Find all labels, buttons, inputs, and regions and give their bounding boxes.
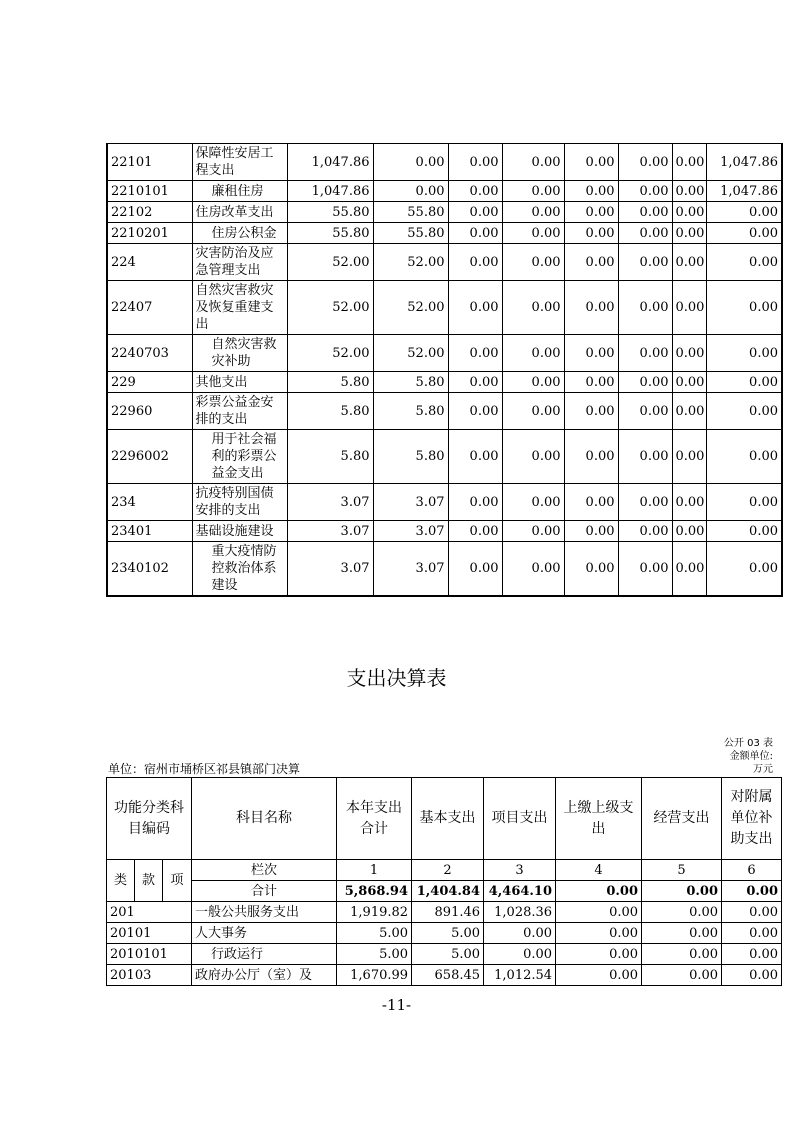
table-row [107, 542, 782, 596]
amount-cell: 0.00 [564, 181, 618, 202]
amount-cell: 0.00 [618, 521, 672, 542]
amount-cell: 3.07 [373, 521, 448, 542]
subject-name: 住房公积金 [192, 223, 287, 244]
header-subsidy: 对附属单位补助支出 [722, 778, 782, 860]
header-basic: 基本支出 [412, 778, 484, 860]
table-row [107, 244, 782, 281]
header-code: 功能分类科目编码 [107, 778, 192, 860]
column-number-row [107, 860, 782, 881]
subject-code: 22407 [107, 281, 192, 335]
amount-cell: 0.00 [502, 484, 564, 521]
total-value: 0.00 [642, 881, 722, 902]
table-row [107, 923, 782, 944]
amount-cell: 0.00 [564, 521, 618, 542]
table-row [107, 430, 782, 484]
subject-code: 2210201 [107, 223, 192, 244]
amount-unit-label: 金额单位: [729, 751, 773, 762]
amount-cell: 0.00 [502, 202, 564, 223]
header-row [107, 778, 782, 860]
amount-cell: 55.80 [287, 223, 373, 244]
amount-cell: 0.00 [706, 202, 782, 223]
amount-cell: 0.00 [564, 335, 618, 372]
table-row [107, 144, 782, 181]
column-number: 1 [337, 860, 412, 881]
subject-name: 抗疫特别国债安排的支出 [192, 484, 287, 521]
amount-cell: 3.07 [287, 542, 373, 596]
amount-cell: 3.07 [287, 521, 373, 542]
amount-cell: 1,012.54 [484, 965, 556, 986]
amount-cell: 5.00 [412, 923, 484, 944]
table-row [107, 181, 782, 202]
amount-cell: 0.00 [706, 430, 782, 484]
amount-cell: 0.00 [502, 223, 564, 244]
amount-cell: 0.00 [706, 244, 782, 281]
amount-cell: 0.00 [564, 223, 618, 244]
amount-cell: 5.80 [287, 430, 373, 484]
amount-cell: 0.00 [502, 372, 564, 393]
amount-cell: 3.07 [373, 484, 448, 521]
amount-cell: 0.00 [448, 542, 502, 596]
amount-cell: 0.00 [672, 484, 706, 521]
amount-cell: 0.00 [672, 223, 706, 244]
amount-cell: 658.45 [412, 965, 484, 986]
amount-cell: 0.00 [618, 181, 672, 202]
amount-cell: 0.00 [706, 521, 782, 542]
amount-cell: 0.00 [373, 181, 448, 202]
amount-cell: 0.00 [556, 944, 642, 965]
amount-cell: 52.00 [373, 281, 448, 335]
amount-cell: 1,047.86 [287, 181, 373, 202]
amount-cell: 5.00 [412, 944, 484, 965]
amount-cell: 0.00 [564, 144, 618, 181]
subject-code: 2210101 [107, 181, 192, 202]
total-value: 1,404.84 [412, 881, 484, 902]
subject-code: 2010101 [107, 944, 192, 965]
header-upper: 上缴上级支出 [556, 778, 642, 860]
expenditure-table [106, 777, 782, 986]
amount-cell: 0.00 [706, 393, 782, 430]
amount-cell: 0.00 [706, 484, 782, 521]
amount-cell: 0.00 [618, 484, 672, 521]
amount-cell: 0.00 [706, 372, 782, 393]
amount-cell: 1,919.82 [337, 902, 412, 923]
amount-cell: 0.00 [564, 372, 618, 393]
amount-cell: 0.00 [722, 902, 782, 923]
subject-name: 人大事务 [192, 923, 337, 944]
subject-name: 重大疫情防控救治体系建设 [192, 542, 287, 596]
amount-cell: 0.00 [448, 281, 502, 335]
amount-cell: 0.00 [672, 542, 706, 596]
amount-cell: 0.00 [556, 965, 642, 986]
total-value: 0.00 [722, 881, 782, 902]
amount-cell: 0.00 [618, 144, 672, 181]
amount-cell: 0.00 [502, 281, 564, 335]
amount-cell: 0.00 [502, 335, 564, 372]
amount-cell: 55.80 [373, 223, 448, 244]
subject-code: 234 [107, 484, 192, 521]
header-xiang: 项 [163, 860, 192, 902]
subject-code: 22960 [107, 393, 192, 430]
amount-cell: 0.00 [448, 484, 502, 521]
amount-cell: 5.80 [287, 372, 373, 393]
amount-cell: 0.00 [448, 430, 502, 484]
table-row [107, 281, 782, 335]
header-kuan: 款 [135, 860, 163, 902]
subject-name: 廉租住房 [192, 181, 287, 202]
subject-name: 彩票公益金安排的支出 [192, 393, 287, 430]
subject-code: 20103 [107, 965, 192, 986]
subject-name: 住房改革支出 [192, 202, 287, 223]
amount-cell: 55.80 [373, 202, 448, 223]
amount-cell: 52.00 [373, 244, 448, 281]
table-row [107, 965, 782, 986]
amount-cell: 3.07 [287, 484, 373, 521]
amount-unit-value: 万元 [753, 764, 773, 775]
table-row [107, 393, 782, 430]
amount-cell: 1,047.86 [287, 144, 373, 181]
amount-cell: 0.00 [618, 372, 672, 393]
amount-cell: 0.00 [706, 281, 782, 335]
header-total: 本年支出合计 [337, 778, 412, 860]
subject-code: 22101 [107, 144, 192, 181]
amount-cell: 0.00 [672, 244, 706, 281]
amount-cell: 0.00 [564, 244, 618, 281]
amount-cell: 0.00 [556, 902, 642, 923]
amount-cell: 0.00 [448, 393, 502, 430]
amount-cell: 0.00 [502, 181, 564, 202]
amount-cell: 0.00 [564, 542, 618, 596]
subject-name: 保障性安居工程支出 [192, 144, 287, 181]
amount-cell: 1,047.86 [706, 181, 782, 202]
subject-name: 基础设施建设 [192, 521, 287, 542]
amount-cell: 55.80 [287, 202, 373, 223]
subject-name: 其他支出 [192, 372, 287, 393]
form-number: 公开 03 表 [723, 738, 773, 749]
amount-cell: 0.00 [564, 281, 618, 335]
column-number: 2 [412, 860, 484, 881]
amount-cell: 0.00 [564, 430, 618, 484]
amount-cell: 0.00 [618, 542, 672, 596]
amount-cell: 0.00 [672, 281, 706, 335]
amount-cell: 3.07 [373, 542, 448, 596]
amount-cell: 0.00 [672, 393, 706, 430]
amount-cell: 0.00 [448, 223, 502, 244]
amount-cell: 0.00 [618, 244, 672, 281]
total-row [107, 881, 782, 902]
amount-cell: 0.00 [672, 521, 706, 542]
total-value: 4,464.10 [484, 881, 556, 902]
amount-cell: 0.00 [706, 335, 782, 372]
amount-cell: 0.00 [642, 944, 722, 965]
amount-cell: 0.00 [672, 181, 706, 202]
subject-name: 灾害防治及应急管理支出 [192, 244, 287, 281]
amount-cell: 0.00 [722, 944, 782, 965]
amount-cell: 0.00 [722, 923, 782, 944]
amount-cell: 0.00 [448, 202, 502, 223]
amount-cell: 0.00 [556, 923, 642, 944]
amount-cell: 0.00 [642, 965, 722, 986]
header-project: 项目支出 [484, 778, 556, 860]
subject-code: 2296002 [107, 430, 192, 484]
amount-cell: 0.00 [448, 521, 502, 542]
amount-cell: 0.00 [672, 335, 706, 372]
amount-cell: 0.00 [642, 902, 722, 923]
total-label: 合计 [192, 881, 337, 902]
table-row [107, 223, 782, 244]
subject-name: 自然灾害救灾及恢复重建支出 [192, 281, 287, 335]
amount-cell: 0.00 [564, 202, 618, 223]
page-number: -11- [381, 996, 412, 1014]
subject-name: 一般公共服务支出 [192, 902, 337, 923]
subject-name: 自然灾害救灾补助 [192, 335, 287, 372]
subject-code: 23401 [107, 521, 192, 542]
total-value: 0.00 [556, 881, 642, 902]
header-name: 科目名称 [192, 778, 337, 860]
amount-cell: 52.00 [373, 335, 448, 372]
column-number: 6 [722, 860, 782, 881]
subject-code: 22102 [107, 202, 192, 223]
amount-cell: 52.00 [287, 244, 373, 281]
subject-code: 2240703 [107, 335, 192, 372]
subject-name: 用于社会福利的彩票公益金支出 [192, 430, 287, 484]
table-row [107, 484, 782, 521]
amount-cell: 0.00 [618, 430, 672, 484]
amount-cell: 5.80 [373, 372, 448, 393]
amount-cell: 1,047.86 [706, 144, 782, 181]
amount-cell: 0.00 [502, 244, 564, 281]
subject-name: 行政运行 [192, 944, 337, 965]
column-number: 5 [642, 860, 722, 881]
amount-cell: 0.00 [502, 144, 564, 181]
amount-cell: 0.00 [706, 223, 782, 244]
table-row [107, 372, 782, 393]
amount-cell: 0.00 [448, 244, 502, 281]
amount-cell: 0.00 [672, 202, 706, 223]
amount-cell: 0.00 [502, 393, 564, 430]
amount-cell: 0.00 [484, 944, 556, 965]
amount-cell: 0.00 [618, 202, 672, 223]
amount-cell: 0.00 [672, 430, 706, 484]
page-title: 支出决算表 [346, 666, 447, 690]
amount-cell: 0.00 [502, 542, 564, 596]
amount-cell: 0.00 [448, 181, 502, 202]
amount-cell: 0.00 [642, 923, 722, 944]
amount-cell: 0.00 [448, 335, 502, 372]
amount-cell: 0.00 [618, 223, 672, 244]
header-lei: 类 [107, 860, 135, 902]
amount-cell: 0.00 [672, 144, 706, 181]
subject-code: 224 [107, 244, 192, 281]
amount-cell: 0.00 [484, 923, 556, 944]
amount-cell: 52.00 [287, 281, 373, 335]
amount-cell: 52.00 [287, 335, 373, 372]
table-row [107, 944, 782, 965]
subject-name: 政府办公厅（室）及 [192, 965, 337, 986]
table-row [107, 335, 782, 372]
table-row [107, 521, 782, 542]
amount-cell: 5.80 [373, 393, 448, 430]
header-lanci: 栏次 [192, 860, 337, 881]
amount-cell: 0.00 [706, 542, 782, 596]
table-row [107, 902, 782, 923]
amount-cell: 0.00 [618, 393, 672, 430]
amount-cell: 5.00 [337, 944, 412, 965]
expenditure-table-continued [106, 143, 783, 597]
amount-cell: 0.00 [564, 484, 618, 521]
amount-cell: 0.00 [618, 281, 672, 335]
column-number: 4 [556, 860, 642, 881]
subject-code: 229 [107, 372, 192, 393]
amount-cell: 0.00 [618, 335, 672, 372]
amount-cell: 1,670.99 [337, 965, 412, 986]
amount-cell: 891.46 [412, 902, 484, 923]
amount-cell: 0.00 [373, 144, 448, 181]
unit-label: 单位：宿州市埇桥区祁县镇部门决算 [108, 762, 301, 776]
column-number: 3 [484, 860, 556, 881]
table-row [107, 202, 782, 223]
subject-code: 201 [107, 902, 192, 923]
amount-cell: 0.00 [722, 965, 782, 986]
amount-cell: 0.00 [502, 521, 564, 542]
amount-cell: 0.00 [448, 372, 502, 393]
amount-cell: 1,028.36 [484, 902, 556, 923]
amount-cell: 0.00 [672, 372, 706, 393]
subject-code: 20101 [107, 923, 192, 944]
header-business: 经营支出 [642, 778, 722, 860]
subject-code: 2340102 [107, 542, 192, 596]
amount-cell: 5.80 [373, 430, 448, 484]
amount-cell: 5.00 [337, 923, 412, 944]
total-value: 5,868.94 [337, 881, 412, 902]
amount-cell: 5.80 [287, 393, 373, 430]
amount-cell: 0.00 [564, 393, 618, 430]
amount-cell: 0.00 [448, 144, 502, 181]
amount-cell: 0.00 [502, 430, 564, 484]
